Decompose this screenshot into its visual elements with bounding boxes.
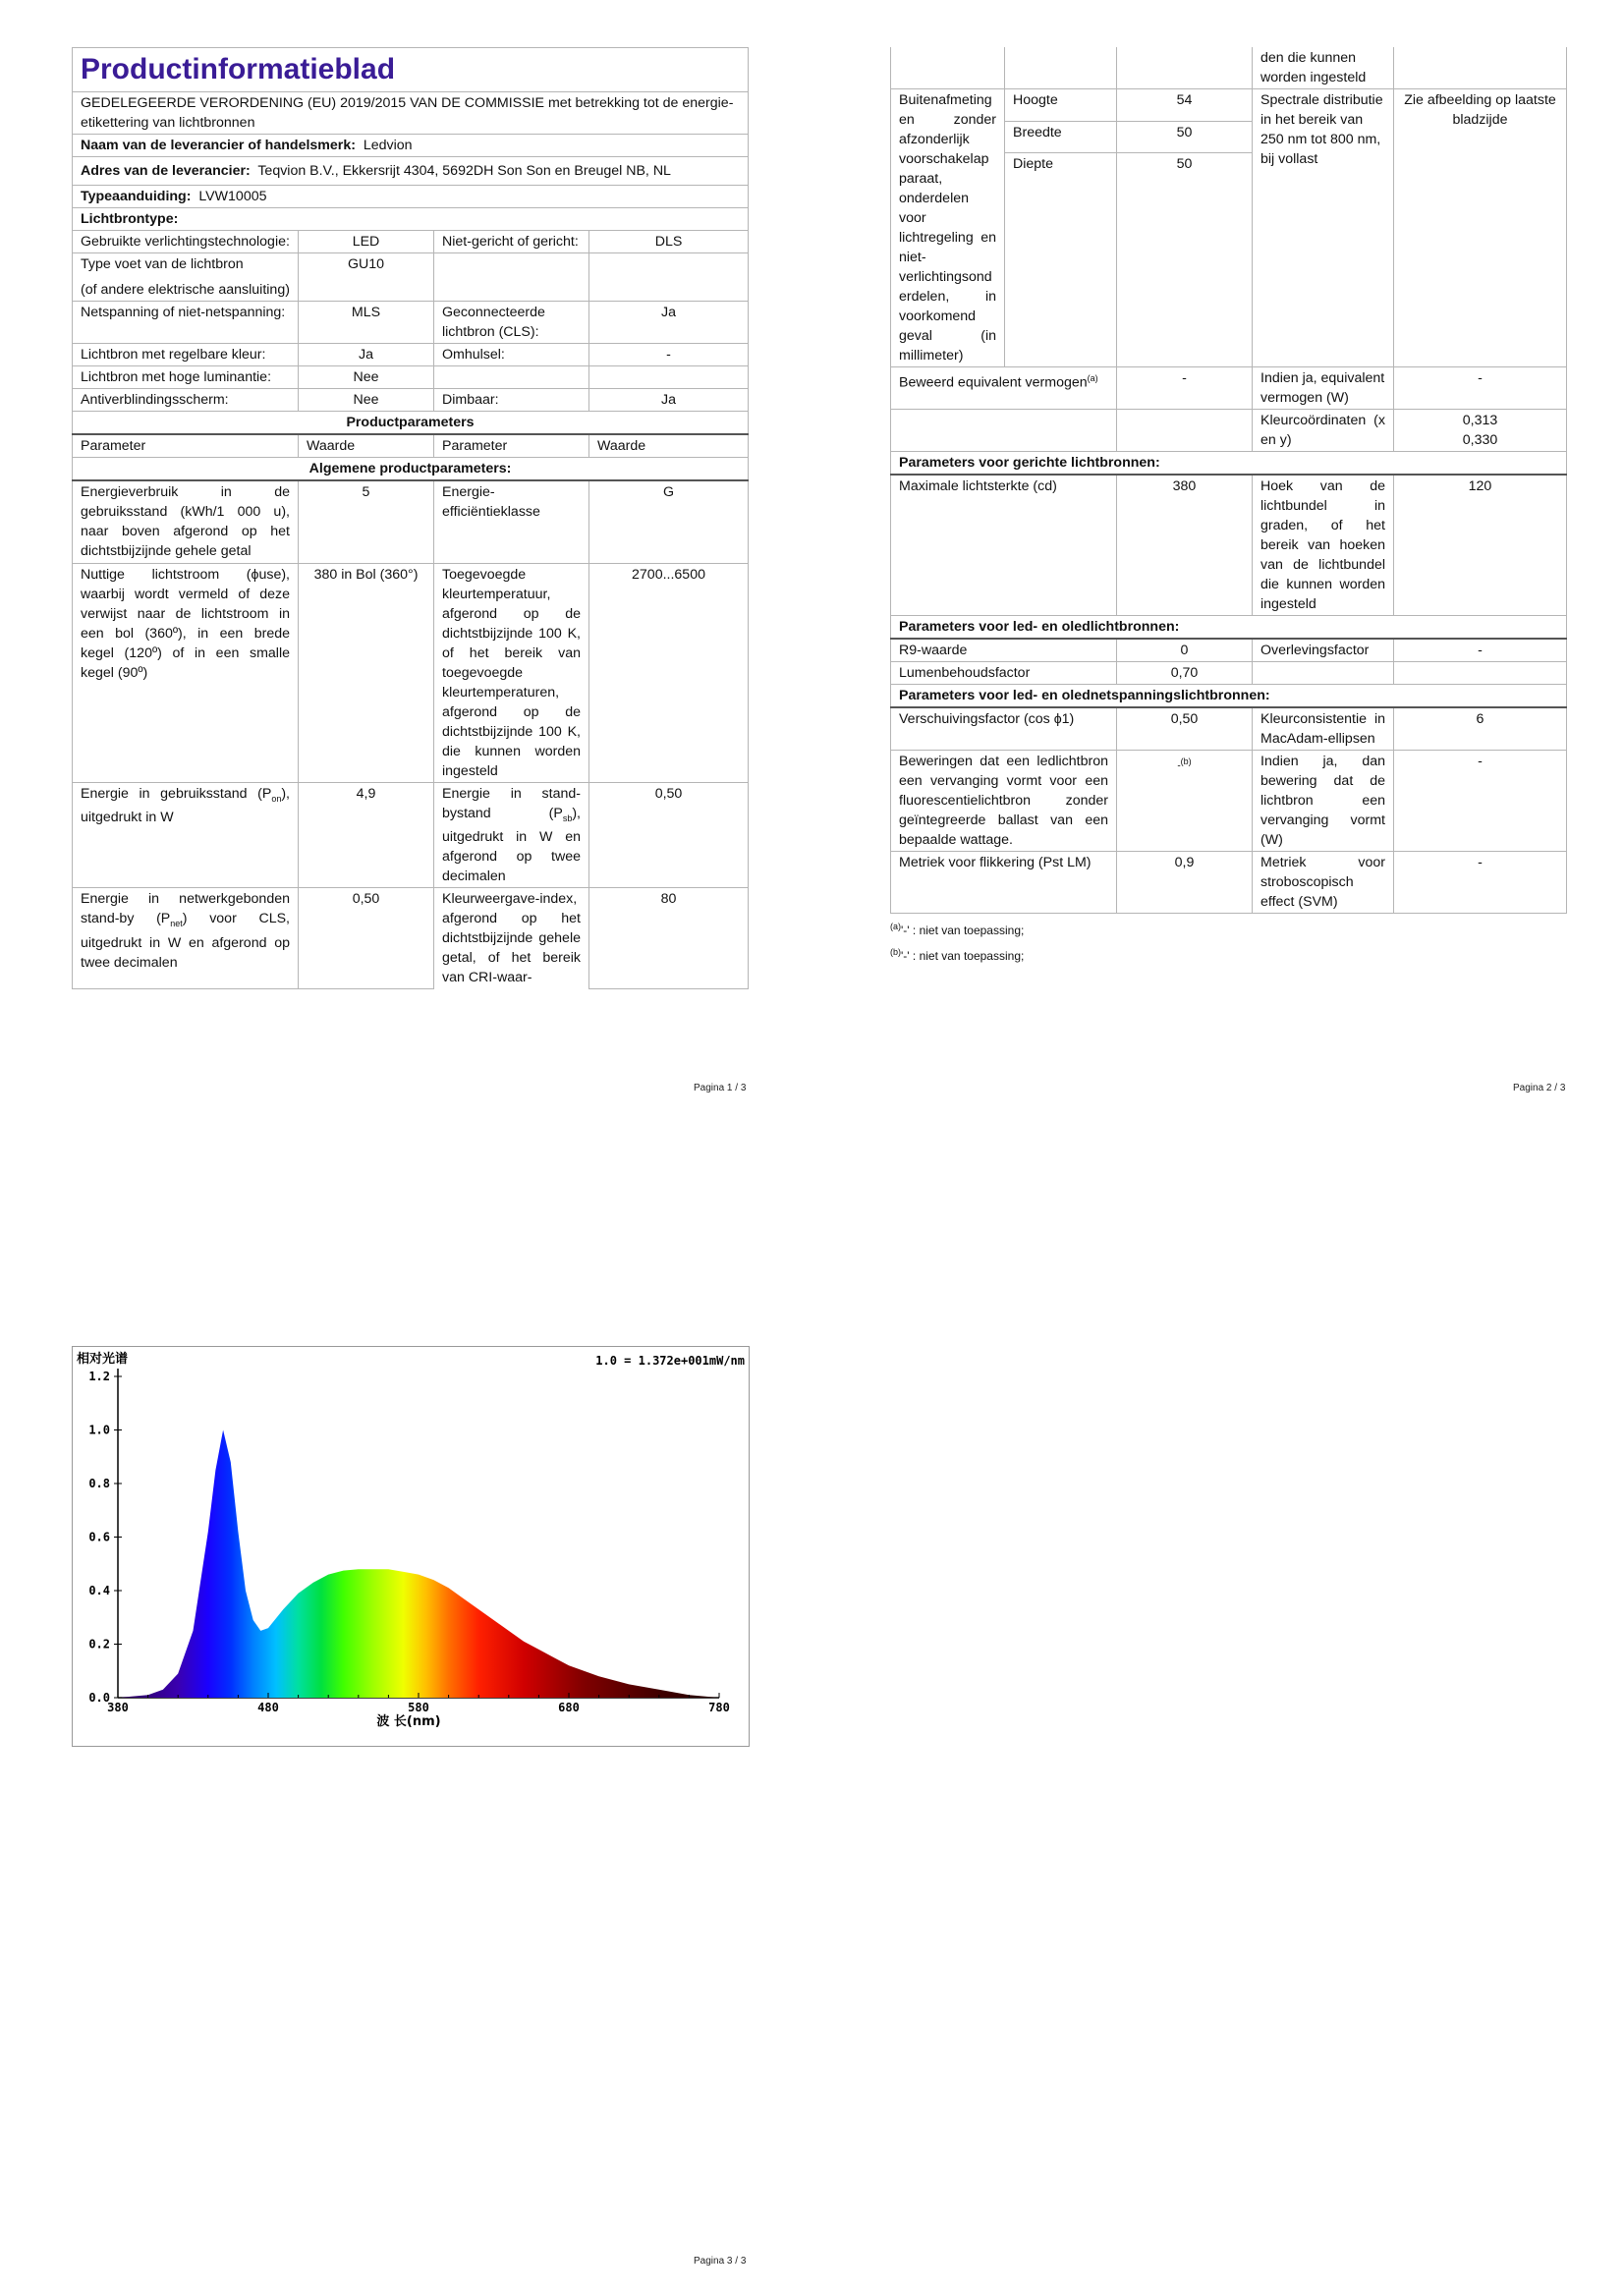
glare-value: Nee (299, 389, 434, 412)
col-value: Waarde (299, 434, 434, 458)
address-row (73, 157, 749, 186)
y-tick-label: 1.2 (88, 1370, 110, 1383)
cosphi-value: 0,50 (1117, 707, 1253, 751)
x-axis-label: 波 长(nm) (376, 1714, 441, 1729)
spectral-value: Zie afbeelding op laatste bladzijde (1394, 89, 1567, 367)
col-parameter: Parameter (434, 434, 589, 458)
nondirectional-label: Niet-gericht of gericht: (434, 231, 589, 253)
page-number-1: Pagina 1 / 3 (694, 1083, 747, 1093)
energy-value: 5 (299, 480, 434, 563)
empty-cell (589, 366, 749, 389)
dims-label: Buitenafmetingen zonder afzonderlijk voorschakelapparaat, onderdelen voor lichtregeling en niet-verlichtingsonderdelen, in voorkomend geval (in millimeter) (891, 89, 1005, 367)
chart-title: 相对光谱 (77, 1352, 129, 1367)
r9-value: 0 (1117, 639, 1253, 662)
lumen-maint-label: Lumenbehoudsfactor (891, 662, 1117, 685)
equiv-w-label: Indien ja, equivalent vermogen (W) (1253, 367, 1394, 410)
empty-cell (589, 253, 749, 302)
cct-label: Toegevoegde kleurtemperatuur, afgerond op de dichtstbijzijnde 100 K, of het bereik van toegevoegde kleurtemperaturen, afgerond op de dichtstbijzijnde 100 K, die kunnen worden ingesteld (434, 563, 589, 782)
y-tick-label: 0.6 (88, 1530, 110, 1544)
document-title: Productinformatieblad (81, 53, 396, 85)
empty-cell (1117, 410, 1253, 452)
y-tick-label: 0.8 (88, 1477, 110, 1490)
macadam-value: 6 (1394, 707, 1567, 751)
type-label: Typeaanduiding: (81, 189, 192, 204)
dimmable-label: Dimbaar: (434, 389, 589, 412)
equiv-value: - (1117, 367, 1253, 410)
width-label: Breedte (1005, 121, 1117, 153)
empty-cell (1005, 47, 1117, 89)
page-number-2: Pagina 2 / 3 (1513, 1083, 1566, 1093)
equiv-label: Beweerd equivalent vermogen$^{(a)}$ (891, 367, 1117, 410)
x-tick-label: 380 (107, 1701, 129, 1714)
flux-value: 380 in Bol (360°) (299, 563, 434, 782)
cri-value: 80 (589, 888, 749, 989)
macadam-label: Kleurconsistentie in MacAdam-ellipsen (1253, 707, 1394, 751)
spectral-label: Spectrale distributie in het bereik van 250 nm tot 800 nm, bij vollast (1253, 89, 1394, 367)
replacement-yes-label: Indien ja, dan bewering dat de lichtbron een vervanging vormt (W) (1253, 751, 1394, 852)
height-label: Hoogte (1005, 89, 1117, 122)
regulation-text: GEDELEGEERDE VERORDENING (EU) 2019/2015 VAN DE COMMISSIE met betrekking tot de energie-etikettering van lichtbronnen (73, 92, 749, 135)
empty-cell (434, 253, 589, 302)
empty-cell (1117, 47, 1253, 89)
spectrum-chart-svg (73, 1347, 749, 1746)
cct-value: 2700...6500 (589, 563, 749, 782)
mains-header: Parameters voor led- en olednetspanningslichtbronnen: (891, 685, 1567, 708)
nondirectional-value: DLS (589, 231, 749, 253)
depth-label: Diepte (1005, 153, 1117, 367)
page-number-3: Pagina 3 / 3 (694, 2256, 747, 2267)
survival-value: - (1394, 639, 1567, 662)
address-value: Teqvion B.V., Ekkersrijt 4304, 5692DH Son Son en Breugel NB, NL (257, 163, 671, 179)
empty-cell (1394, 47, 1567, 89)
cri-label: Kleurweergave-index, afgerond op het dichtstbijzijnde gehele getal, of het bereik van CRI-waar- (434, 888, 589, 989)
beam-label: Hoek van de lichtbundel in graden, of het bereik van hoeken van de lichtbundel die kunnen worden ingesteld (1253, 475, 1394, 616)
tech-value: LED (299, 231, 434, 253)
tech-label: Gebruikte verlichtingstechnologie: (73, 231, 299, 253)
product-info-table-1 (72, 47, 749, 989)
replacement-value: -$^{(b)}$ (1117, 751, 1253, 852)
colour-value: Ja (299, 344, 434, 366)
col-value: Waarde (589, 434, 749, 458)
replacement-yes-value: - (1394, 751, 1567, 852)
empty-cell (1253, 662, 1394, 685)
empty-cell (891, 47, 1005, 89)
energy-label: Energieverbruik in de gebruiksstand (kWh/1 000 u), naar boven afgerond op het dichtstbijzijnde gehele getal (73, 480, 299, 563)
cap-label: Type voet van de lichtbron (81, 256, 244, 272)
page-2 (890, 47, 1566, 967)
chroma-y: 0,330 (1462, 432, 1498, 448)
y-tick-label: 0.2 (88, 1637, 110, 1652)
type-row (73, 186, 749, 208)
page-1 (72, 47, 748, 989)
eclass-label: Energie-efficiëntieklasse (434, 480, 589, 563)
beam-value: 120 (1394, 475, 1567, 616)
cls-label: Geconnecteerde lichtbron (CLS): (434, 302, 589, 344)
svm-value: - (1394, 852, 1567, 914)
pnet-label: Energie in netwerkgebonden stand-by $(P_{net})$ voor CLS, uitgedrukt in W en afgerond op twee decimalen (73, 888, 299, 989)
cap-cell (73, 253, 299, 302)
spectrum-series-area (118, 1430, 719, 1699)
flicker-value: 0,9 (1117, 852, 1253, 914)
chroma-value (1394, 410, 1567, 452)
x-tick-label: 480 (257, 1701, 279, 1714)
glare-label: Antiverblindingsscherm: (73, 389, 299, 412)
envelope-value: - (589, 344, 749, 366)
highlum-label: Lichtbron met hoge luminantie: (73, 366, 299, 389)
supplier-row (73, 135, 749, 157)
empty-cell (434, 366, 589, 389)
colour-label: Lichtbron met regelbare kleur: (73, 344, 299, 366)
led-header: Parameters voor led- en oledlichtbronnen: (891, 616, 1567, 640)
x-tick-label: 680 (558, 1701, 580, 1714)
product-info-table-2 (890, 47, 1567, 914)
product-params-header: Productparameters (73, 412, 749, 435)
cls-value: Ja (589, 302, 749, 344)
cosphi-label: Verschuivingsfactor (cos ϕ1) (891, 707, 1117, 751)
equiv-w-value: - (1394, 367, 1567, 410)
eclass-value: G (589, 480, 749, 563)
mains-value: MLS (299, 302, 434, 344)
highlum-value: Nee (299, 366, 434, 389)
address-label: Adres van de leverancier: (81, 163, 251, 179)
intensity-value: 380 (1117, 475, 1253, 616)
type-value: LVW10005 (198, 189, 267, 204)
flicker-label: Metriek voor flikkering (Pst LM) (891, 852, 1117, 914)
intensity-label: Maximale lichtsterkte (cd) (891, 475, 1117, 616)
psb-label: Energie in stand-bystand $(P_{sb})$, uitgedrukt in W en afgerond op twee decimalen (434, 782, 589, 888)
cap-value: GU10 (299, 253, 434, 302)
directional-header: Parameters voor gerichte lichtbronnen: (891, 452, 1567, 476)
supplier-value: Ledvion (363, 138, 413, 153)
width-value: 50 (1117, 121, 1253, 153)
footnote-a: $^{(a)}$'-' : niet van toepassing; (890, 922, 1025, 937)
chart-annotation: 1.0 = 1.372e+001mW/nm (595, 1354, 745, 1368)
pon-label: Energie in gebruiksstand $(P_{on})$, uitgedrukt in W (73, 782, 299, 888)
empty-cell (1394, 662, 1567, 685)
y-tick-label: 0.0 (88, 1691, 110, 1705)
col-parameter: Parameter (73, 434, 299, 458)
dimmable-value: Ja (589, 389, 749, 412)
svm-label: Metriek voor stroboscopisch effect (SVM) (1253, 852, 1394, 914)
x-tick-label: 580 (408, 1701, 429, 1714)
chroma-label: Kleurcoördinaten (x en y) (1253, 410, 1394, 452)
cap-sub: (of andere elektrische aansluiting) (81, 282, 290, 298)
flux-label: Nuttige lichtstroom (ϕuse), waarbij wordt vermeld of deze verwijst naar de lichtstroom in een bol (360º), in een brede kegel (120º) of in een smalle kegel (90º) (73, 563, 299, 782)
replacement-label: Beweringen dat een ledlichtbron een vervanging vormt voor een fluorescentielichtbron zonder geïntegreerde ballast van een bepaalde wattage. (891, 751, 1117, 852)
x-tick-label: 780 (708, 1701, 730, 1714)
supplier-label: Naam van de leverancier of handelsmerk: (81, 138, 356, 153)
survival-label: Overlevingsfactor (1253, 639, 1394, 662)
height-value: 54 (1117, 89, 1253, 122)
footnote-b: $^{(b)}$'-' : niet van toepassing; (890, 947, 1025, 963)
y-tick-label: 0.4 (88, 1584, 110, 1597)
pon-value: 4,9 (299, 782, 434, 888)
empty-cell (891, 410, 1117, 452)
chroma-x: 0,313 (1462, 413, 1498, 428)
r9-label: R9-waarde (891, 639, 1117, 662)
spectrum-chart (72, 1346, 750, 1747)
psb-value: 0,50 (589, 782, 749, 888)
title-cell (73, 48, 749, 92)
lightsource-type: Lichtbrontype: (73, 208, 749, 231)
depth-value: 50 (1117, 153, 1253, 367)
lumen-maint-value: 0,70 (1117, 662, 1253, 685)
y-tick-label: 1.0 (88, 1423, 110, 1437)
general-params-header: Algemene productparameters: (73, 458, 749, 481)
pnet-value: 0,50 (299, 888, 434, 989)
cont-text: den die kunnen worden ingesteld (1253, 47, 1394, 89)
envelope-label: Omhulsel: (434, 344, 589, 366)
mains-label: Netspanning of niet-netspanning: (73, 302, 299, 344)
